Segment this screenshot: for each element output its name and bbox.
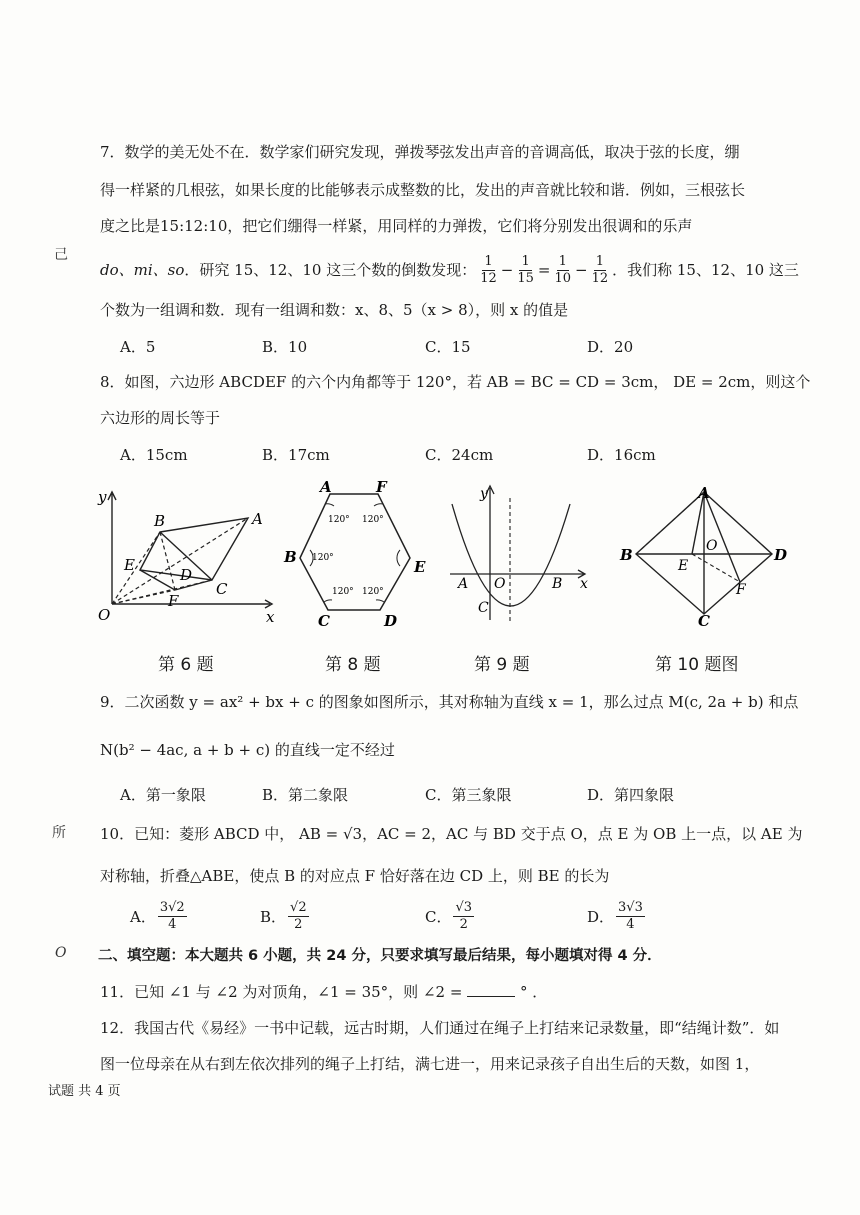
fraction-1-12b: $\frac{1}{12}$ [591, 253, 609, 286]
fig10-label-o: O [706, 538, 718, 554]
fig8-angle-b: 120° [312, 553, 334, 563]
fig6-label-x: x [266, 608, 275, 626]
margin-letter-o: O [55, 945, 67, 961]
page-footer: 试题 共 4 页 [48, 1084, 121, 1099]
fig6-label-a: A [252, 510, 263, 528]
q11-text: 11．已知 ∠1 与 ∠2 为对顶角，∠1 = 35°，则 ∠2 = [100, 983, 463, 1001]
figure-10 [612, 482, 796, 627]
q7-line5: 个数为一组调和数．现有一组调和数：x、8、5（x > 8），则 x 的值是 [100, 301, 569, 319]
caption-figure-6: 第 6 题 [158, 655, 214, 675]
q7-line4-text: ．研究 15、12、10 这三个数的倒数发现： [184, 261, 477, 279]
margin-mark-mid: 所 [52, 825, 66, 841]
fig10-label-d: D [774, 546, 788, 564]
q7-line4-tail: ．我们称 15、12、10 这三 [612, 261, 799, 279]
q8-option-a[interactable]: A．15cm [120, 446, 188, 464]
q8-option-b[interactable]: B．17cm [262, 446, 330, 464]
fig9-label-x: x [580, 576, 588, 592]
q7-line2: 得一样紧的几根弦，如果长度的比能够表示成整数的比，发出的声音就比较和谐．例如，三根弦长 [100, 181, 746, 199]
q10-option-d[interactable]: D． $\frac{3√3}{4}$ [587, 900, 643, 932]
q12-line1: 12．我国古代《易经》一书中记载，远古时期，人们通过在绳子上打结来记录数量，即“结绳计数”．如 [100, 1019, 780, 1037]
q10-option-b[interactable]: B． $\frac{√2}{2}$ [260, 900, 307, 932]
q8-line1: 8．如图，六边形 ABCDEF 的六个内角都等于 120°，若 AB = BC = CD = 3cm， DE = 2cm，则这个 [100, 373, 811, 391]
figure-6 [90, 482, 280, 627]
q9-option-c[interactable]: C．第三象限 [425, 786, 512, 804]
q7-line4 [100, 248, 799, 292]
q10-line1: 10．已知：菱形 ABCD 中， AB = √3，AC = 2，AC 与 BD 交于点 O，点 E 为 OB 上一点，以 AE 为 [100, 825, 803, 843]
fig9-label-c: C [478, 600, 489, 616]
q8-option-c[interactable]: C．24cm [425, 446, 494, 464]
q7-line3: 度之比是15:12:10，把它们绷得一样紧，用同样的力弹拨，它们将分别发出很调和的乐声 [100, 217, 693, 235]
q9-line2: N(b² − 4ac, a + b + c) 的直线一定不经过 [100, 741, 395, 759]
caption-figure-8: 第 8 题 [325, 655, 381, 675]
fig6-label-f: F [168, 592, 179, 610]
q10-option-c[interactable]: C． $\frac{√3}{2}$ [425, 900, 473, 932]
minus-sign: − [500, 261, 514, 279]
margin-mark-top: 己 [54, 247, 68, 263]
caption-figure-10: 第 10 题图 [655, 655, 739, 675]
minus-sign: − [575, 261, 588, 279]
fig8-label-f: F [376, 480, 387, 496]
q7-notes: do、mi、so [100, 261, 185, 279]
figure-9 [442, 482, 592, 627]
fig8-label-a: A [320, 480, 332, 496]
fraction-1-12: $\frac{1}{12}$ [480, 253, 497, 286]
fig10-label-a: A [698, 484, 710, 502]
q9-option-b[interactable]: B．第二象限 [262, 786, 349, 804]
fraction-1-10: $\frac{1}{10}$ [554, 253, 571, 286]
q9-option-a[interactable]: A．第一象限 [120, 786, 206, 804]
section2-title: 二、填空题：本大题共 6 小题，共 24 分，只要求填写最后结果，每小题填对得 4 分． [98, 948, 662, 964]
q10-option-a[interactable]: A． $\frac{3√2}{4}$ [130, 900, 185, 932]
fig8-label-e: E [414, 558, 426, 576]
fig9-label-b: B [552, 576, 563, 592]
fig8-angle-d: 120° [362, 587, 384, 597]
q7-option-c[interactable]: C．15 [425, 338, 471, 356]
q7-option-b[interactable]: B．10 [262, 338, 308, 356]
q7-option-d[interactable]: D．20 [587, 338, 634, 356]
q7-line1: 7．数学的美无处不在．数学家们研究发现，弹拨琴弦发出声音的音调高低，取决于弦的长度，绷 [100, 143, 740, 161]
q12-line2: 图一位母亲在从右到左依次排列的绳子上打结，满七进一，用来记录孩子自出生后的天数，如图 1， [100, 1055, 760, 1073]
q8-option-d[interactable]: D．16cm [587, 446, 656, 464]
fig6-label-y: y [98, 488, 107, 506]
q10-line2: 对称轴，折叠△ABE，使点 B 的对应点 F 恰好落在边 CD 上，则 BE 的长为 [100, 867, 610, 885]
fig6-label-e: E [124, 556, 135, 574]
fig10-label-b: B [620, 546, 633, 564]
fig6-label-o: O [98, 606, 111, 624]
fig6-label-d: D [180, 566, 193, 584]
fig6-label-b: B [154, 512, 166, 530]
q11-tail: ° ． [519, 983, 548, 1001]
fraction-1-15: $\frac{1}{15}$ [517, 253, 534, 286]
fig10-label-e: E [678, 558, 689, 574]
caption-figure-9: 第 9 题 [474, 655, 530, 675]
fig6-label-c: C [216, 580, 228, 598]
fig10-label-f: F [736, 582, 746, 598]
fig10-label-c: C [698, 612, 710, 627]
fig8-angle-f: 120° [362, 515, 384, 525]
fig8-label-b: B [284, 548, 297, 566]
q11-line [100, 982, 547, 1002]
q7-option-a[interactable]: A．5 [120, 338, 156, 356]
fig9-label-o: O [494, 576, 506, 592]
fig8-angle-a: 120° [328, 515, 350, 525]
fig8-angle-c: 120° [332, 587, 354, 597]
q9-line1: 9．二次函数 y = ax² + bx + c 的图象如图所示，其对称轴为直线 x = 1，那么过点 M(c, 2a + b) 和点 [100, 693, 799, 711]
fig8-label-d: D [384, 612, 398, 630]
equals-sign: = [537, 261, 551, 279]
figure-8 [280, 480, 440, 630]
q9-option-d[interactable]: D．第四象限 [587, 786, 675, 804]
q8-line2: 六边形的周长等于 [100, 409, 221, 427]
q11-answer-blank[interactable] [467, 982, 515, 997]
fig8-label-c: C [318, 612, 330, 630]
fig9-label-a: A [458, 576, 469, 592]
fig9-label-y: y [480, 486, 488, 502]
